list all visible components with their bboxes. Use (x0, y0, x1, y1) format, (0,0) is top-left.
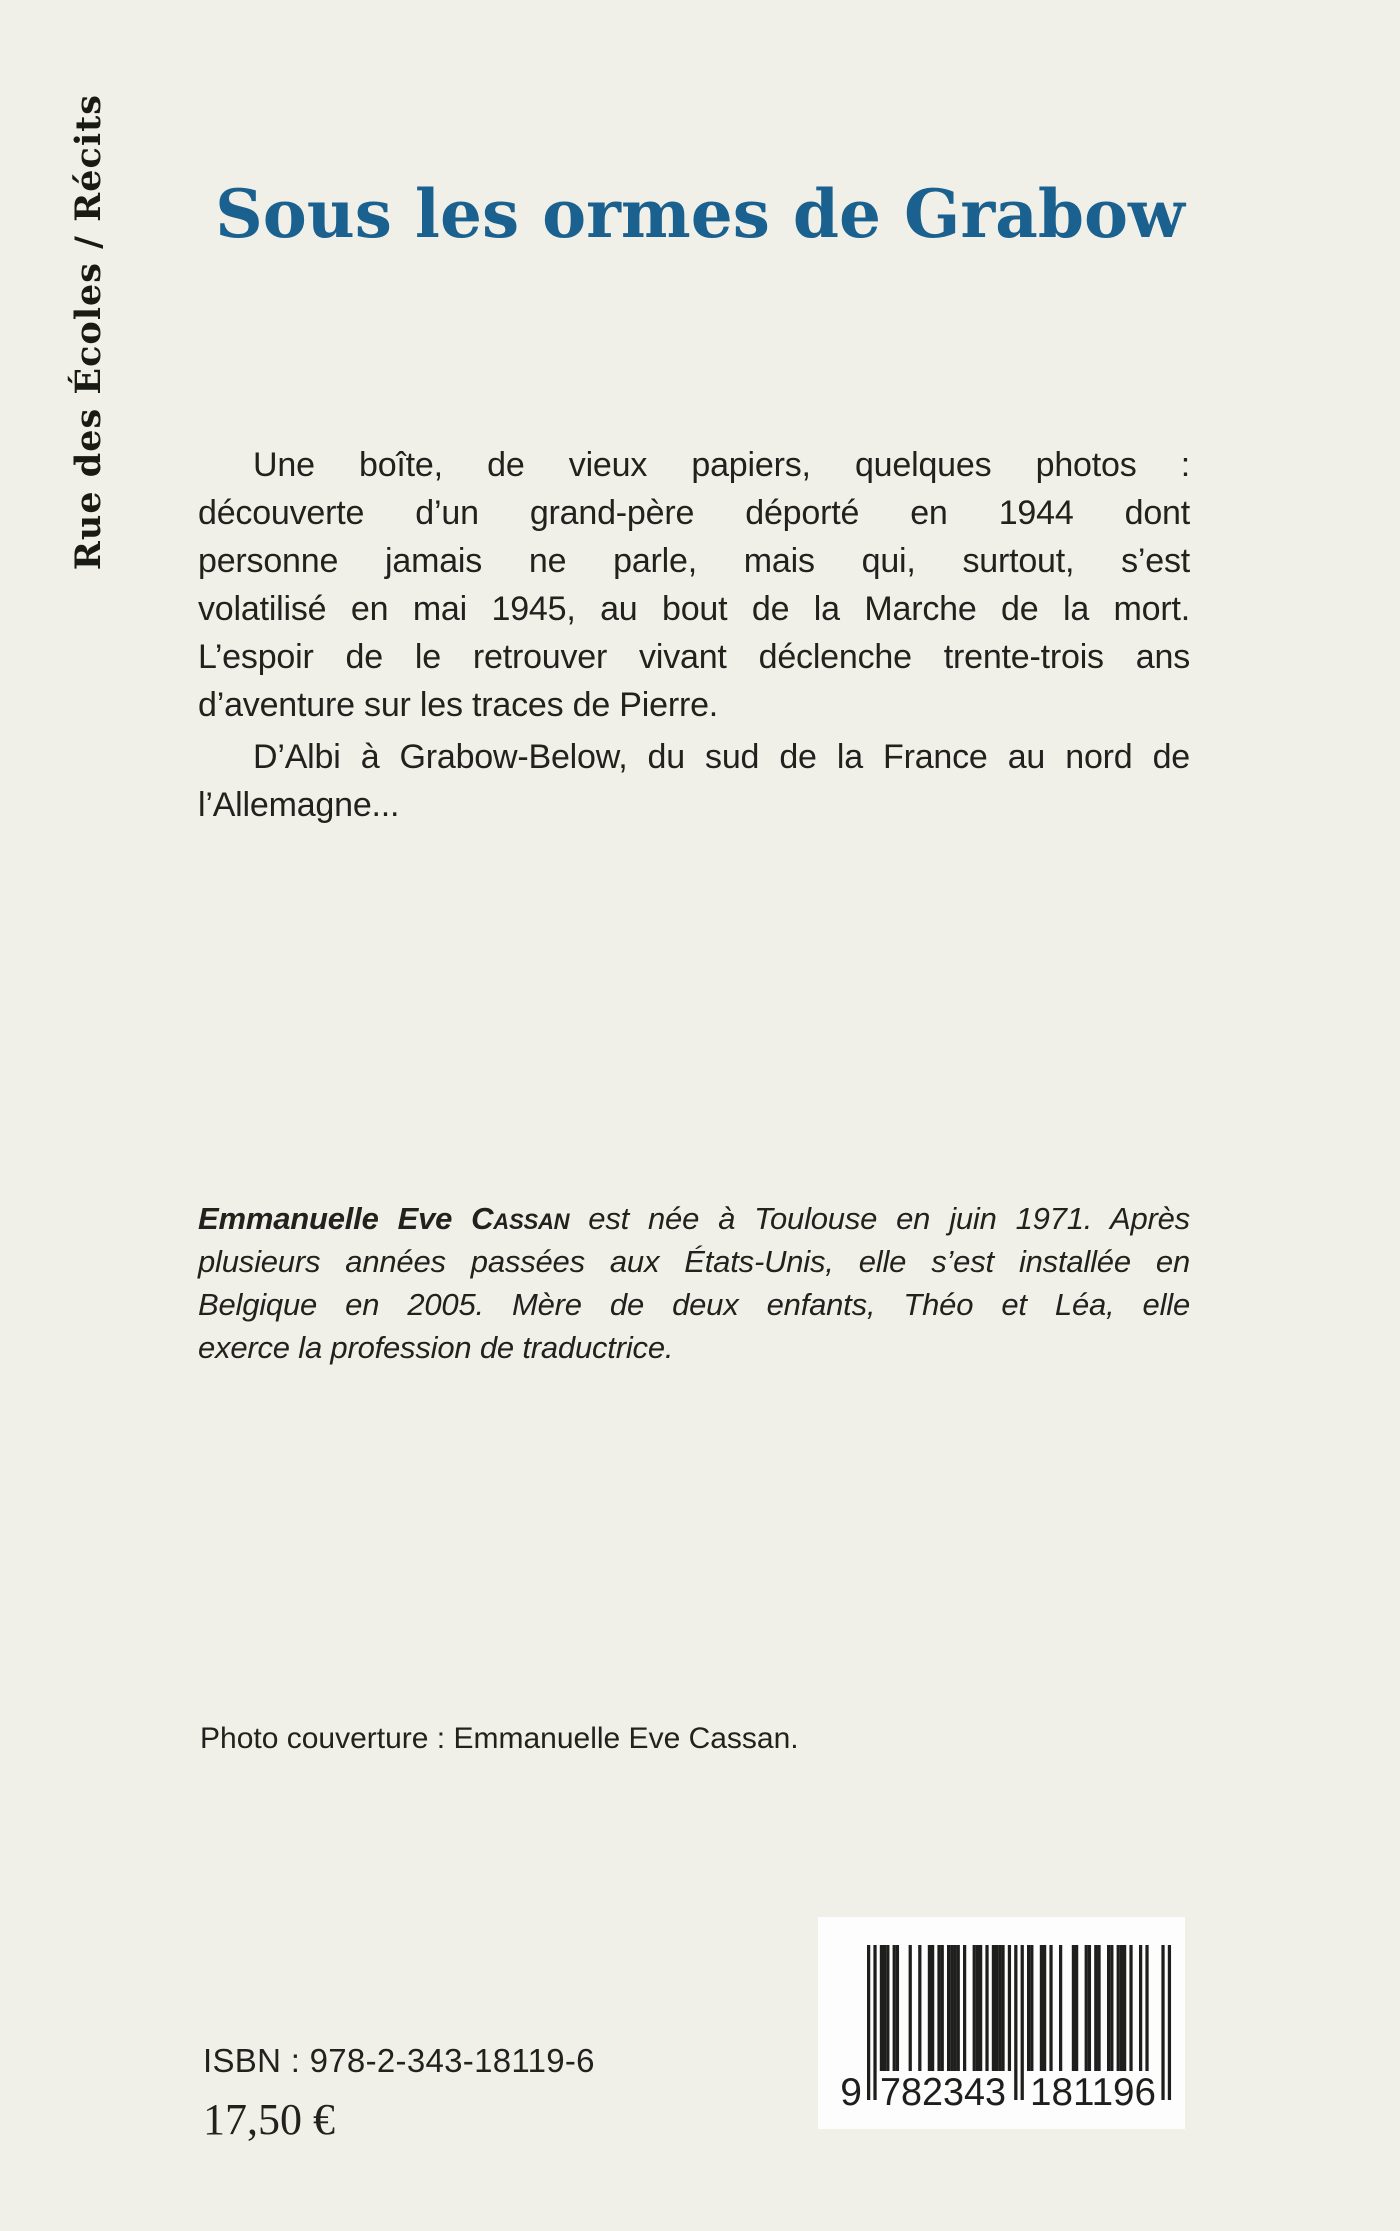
text-line: exerce la profession de traductrice. (198, 1330, 674, 1365)
barcode-digits: 181196 (1030, 2071, 1156, 2114)
barcode-bars (818, 1917, 1185, 2129)
text-line: d’aventure sur les traces de Pierre. (198, 686, 719, 724)
barcode-panel (818, 1917, 1185, 2129)
synopsis-paragraph-1 (198, 441, 1190, 729)
book-title: Sous les ormes de Grabow (215, 175, 1185, 253)
text-line: D’Albi à Grabow-Below, du sud de la France au nord de (253, 738, 1190, 776)
author-surname: Cassan (471, 1201, 570, 1236)
text-line: plusieurs années passées aux États-Unis, elle s’est installée en (198, 1244, 1190, 1279)
text-line: Une boîte, de vieux papiers, quelques photos : (253, 446, 1190, 484)
barcode-digits: 9 (840, 2071, 862, 2114)
collection-label: Rue des Écoles / Récits (68, 94, 109, 571)
text-line: l’Allemagne... (198, 786, 400, 824)
author-given-names: Emmanuelle Eve (198, 1201, 453, 1236)
text-line: personne jamais ne parle, mais qui, surtout, s’est (198, 542, 1190, 580)
isbn-line: ISBN : 978-2-343-18119-6 (203, 2042, 595, 2079)
barcode-digits: 782343 (880, 2071, 1006, 2114)
bio-first-line (198, 1197, 1190, 1240)
photo-credit: Photo couverture : Emmanuelle Eve Cassan. (200, 1722, 799, 1755)
text-line: découverte d’un grand-père déporté en 1944 dont (198, 494, 1190, 532)
bio-first-line-text: est née à Toulouse en juin 1971. Après (588, 1201, 1190, 1236)
author-bio (198, 1197, 1190, 1369)
text-line: L’espoir de le retrouver vivant déclenche trente-trois ans (198, 638, 1190, 676)
price: 17,50 € (203, 2095, 335, 2144)
text-line: volatilisé en mai 1945, au bout de la Marche de la mort. (198, 590, 1190, 628)
synopsis-paragraph-2 (198, 733, 1190, 829)
text-line: Belgique en 2005. Mère de deux enfants, Théo et Léa, elle (198, 1287, 1190, 1322)
bio-text-lines (198, 1240, 1190, 1369)
synopsis (198, 441, 1190, 829)
